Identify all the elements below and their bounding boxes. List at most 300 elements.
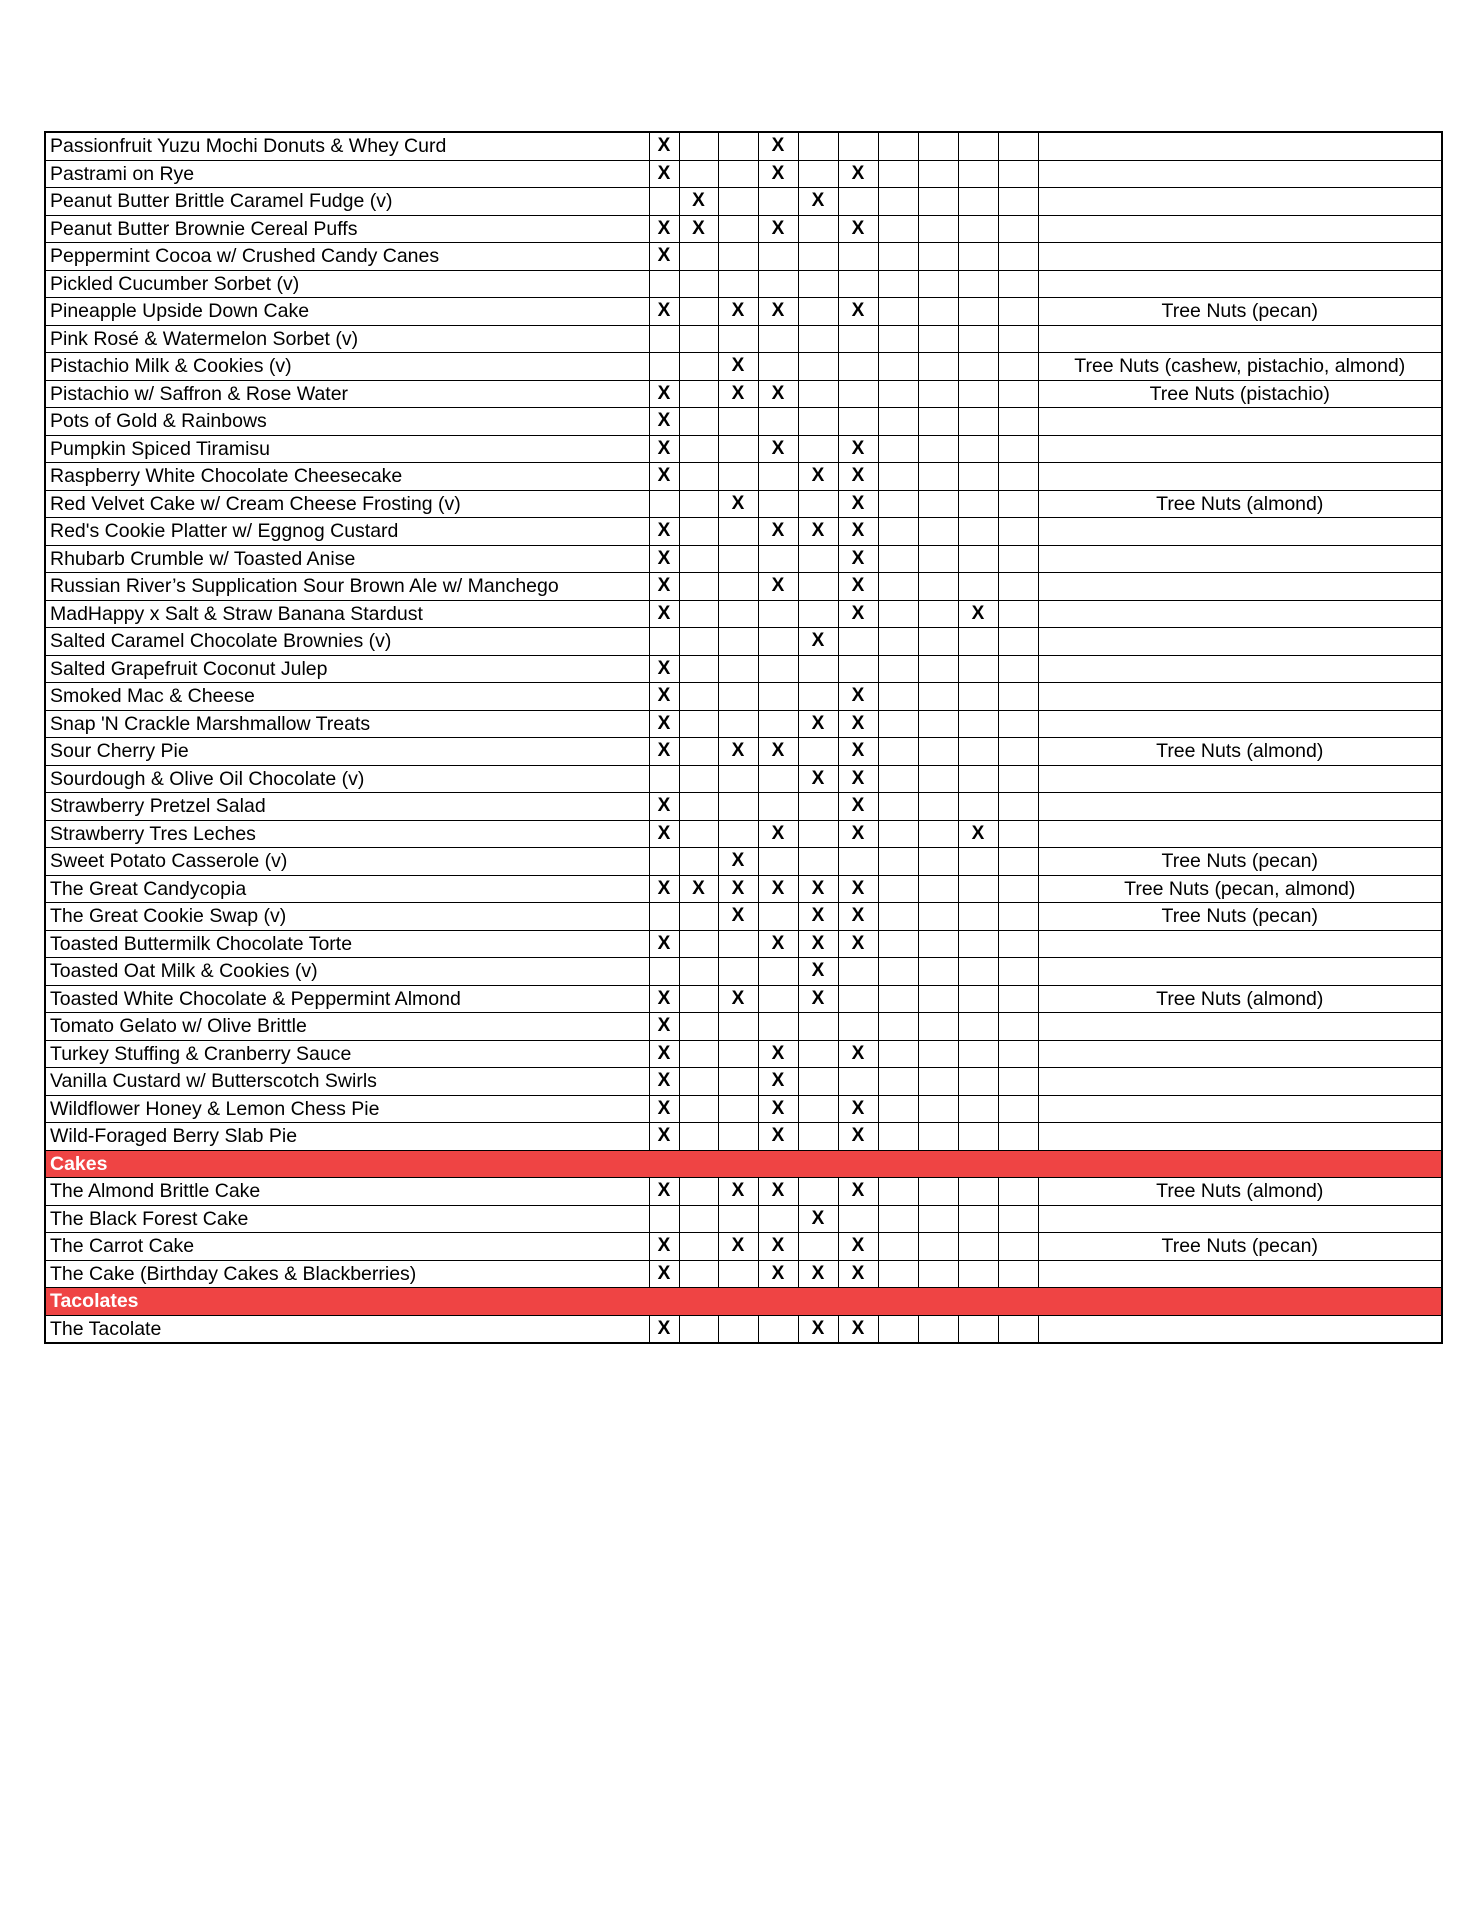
- allergen-mark-cell: [998, 958, 1038, 986]
- allergen-mark-cell: [718, 325, 758, 353]
- allergen-mark-cell: [878, 243, 918, 271]
- allergen-mark-cell: [838, 628, 878, 656]
- allergen-mark-cell: [798, 820, 838, 848]
- item-name: Pistachio Milk & Cookies (v): [45, 353, 649, 381]
- allergen-mark-cell: X: [838, 573, 878, 601]
- allergen-mark-cell: [878, 683, 918, 711]
- allergen-mark-cell: [918, 463, 958, 491]
- allergen-mark-cell: [758, 1315, 798, 1343]
- allergen-mark-cell: [878, 270, 918, 298]
- allergen-mark-cell: [998, 490, 1038, 518]
- allergen-mark-cell: X: [718, 985, 758, 1013]
- allergen-note: [1038, 435, 1442, 463]
- table-row: [45, 408, 1442, 436]
- allergen-mark-cell: [998, 903, 1038, 931]
- allergen-mark-cell: X: [649, 1040, 679, 1068]
- allergen-note: [1038, 243, 1442, 271]
- allergen-mark-cell: [878, 820, 918, 848]
- allergen-mark-cell: [958, 738, 998, 766]
- allergen-mark-cell: X: [758, 1068, 798, 1096]
- allergen-mark-cell: [798, 160, 838, 188]
- allergen-mark-cell: [958, 985, 998, 1013]
- item-name: Strawberry Pretzel Salad: [45, 793, 649, 821]
- section-title: Tacolates: [45, 1288, 1442, 1316]
- allergen-mark-cell: [718, 600, 758, 628]
- allergen-mark-cell: [958, 408, 998, 436]
- table-row: [45, 765, 1442, 793]
- allergen-mark-cell: [758, 765, 798, 793]
- item-name: Passionfruit Yuzu Mochi Donuts & Whey Curd: [45, 132, 649, 160]
- table-row: [45, 1013, 1442, 1041]
- allergen-mark-cell: [878, 435, 918, 463]
- allergen-mark-cell: [998, 325, 1038, 353]
- allergen-mark-cell: [718, 243, 758, 271]
- allergen-mark-cell: [679, 1123, 718, 1151]
- allergen-mark-cell: [958, 930, 998, 958]
- allergen-mark-cell: [918, 435, 958, 463]
- allergen-mark-cell: [958, 545, 998, 573]
- allergen-mark-cell: X: [838, 930, 878, 958]
- allergen-mark-cell: X: [838, 1233, 878, 1261]
- allergen-mark-cell: [958, 1260, 998, 1288]
- allergen-mark-cell: X: [798, 930, 838, 958]
- allergen-mark-cell: [918, 1178, 958, 1206]
- item-name: Rhubarb Crumble w/ Toasted Anise: [45, 545, 649, 573]
- allergen-note: [1038, 215, 1442, 243]
- allergen-mark-cell: [878, 298, 918, 326]
- allergen-mark-cell: [958, 270, 998, 298]
- allergen-mark-cell: X: [758, 820, 798, 848]
- allergen-note: Tree Nuts (almond): [1038, 1178, 1442, 1206]
- allergen-mark-cell: [798, 600, 838, 628]
- allergen-mark-cell: X: [798, 958, 838, 986]
- table-row: [45, 243, 1442, 271]
- allergen-mark-cell: X: [718, 490, 758, 518]
- table-row: [45, 325, 1442, 353]
- allergen-mark-cell: X: [649, 1123, 679, 1151]
- table-row: [45, 683, 1442, 711]
- allergen-mark-cell: [718, 1068, 758, 1096]
- allergen-mark-cell: [998, 408, 1038, 436]
- allergen-mark-cell: [998, 765, 1038, 793]
- allergen-mark-cell: [878, 573, 918, 601]
- allergen-mark-cell: [998, 655, 1038, 683]
- allergen-mark-cell: [718, 408, 758, 436]
- allergen-mark-cell: [798, 215, 838, 243]
- allergen-mark-cell: X: [718, 353, 758, 381]
- table-row: [45, 435, 1442, 463]
- item-name: Raspberry White Chocolate Cheesecake: [45, 463, 649, 491]
- allergen-mark-cell: X: [649, 160, 679, 188]
- allergen-mark-cell: [838, 848, 878, 876]
- item-name: Tomato Gelato w/ Olive Brittle: [45, 1013, 649, 1041]
- allergen-mark-cell: [838, 380, 878, 408]
- allergen-mark-cell: [878, 1178, 918, 1206]
- allergen-mark-cell: [798, 1233, 838, 1261]
- allergen-note: Tree Nuts (pistachio): [1038, 380, 1442, 408]
- allergen-mark-cell: [958, 188, 998, 216]
- allergen-mark-cell: [679, 490, 718, 518]
- allergen-mark-cell: X: [838, 820, 878, 848]
- allergen-mark-cell: [878, 325, 918, 353]
- allergen-mark-cell: [878, 903, 918, 931]
- allergen-mark-cell: [918, 958, 958, 986]
- allergen-mark-cell: [679, 573, 718, 601]
- allergen-note: [1038, 600, 1442, 628]
- allergen-note: [1038, 188, 1442, 216]
- allergen-note: [1038, 793, 1442, 821]
- allergen-note: [1038, 820, 1442, 848]
- table-row: [45, 628, 1442, 656]
- allergen-mark-cell: [718, 683, 758, 711]
- allergen-mark-cell: [998, 1205, 1038, 1233]
- allergen-mark-cell: [679, 930, 718, 958]
- allergen-mark-cell: [878, 1013, 918, 1041]
- allergen-mark-cell: [918, 820, 958, 848]
- allergen-mark-cell: [679, 985, 718, 1013]
- allergen-mark-cell: [649, 848, 679, 876]
- allergen-mark-cell: [918, 1260, 958, 1288]
- allergen-mark-cell: [878, 710, 918, 738]
- allergen-mark-cell: [998, 243, 1038, 271]
- allergen-mark-cell: X: [958, 820, 998, 848]
- item-name: Wild-Foraged Berry Slab Pie: [45, 1123, 649, 1151]
- allergen-mark-cell: [918, 325, 958, 353]
- item-name: The Tacolate: [45, 1315, 649, 1343]
- allergen-mark-cell: [878, 765, 918, 793]
- allergen-mark-cell: X: [798, 1315, 838, 1343]
- item-name: The Black Forest Cake: [45, 1205, 649, 1233]
- allergen-mark-cell: [649, 1205, 679, 1233]
- allergen-mark-cell: [878, 600, 918, 628]
- allergen-mark-cell: [998, 710, 1038, 738]
- allergen-note: Tree Nuts (almond): [1038, 490, 1442, 518]
- allergen-mark-cell: X: [838, 600, 878, 628]
- allergen-mark-cell: X: [838, 490, 878, 518]
- table-row: [45, 215, 1442, 243]
- allergen-mark-cell: [679, 380, 718, 408]
- table-row: [45, 820, 1442, 848]
- item-name: Toasted Oat Milk & Cookies (v): [45, 958, 649, 986]
- allergen-mark-cell: X: [679, 875, 718, 903]
- allergen-note: Tree Nuts (pecan): [1038, 848, 1442, 876]
- allergen-mark-cell: [758, 353, 798, 381]
- allergen-mark-cell: X: [649, 1013, 679, 1041]
- item-name: Pastrami on Rye: [45, 160, 649, 188]
- allergen-mark-cell: [798, 1123, 838, 1151]
- allergen-mark-cell: [679, 1095, 718, 1123]
- allergen-mark-cell: [958, 628, 998, 656]
- allergen-mark-cell: [878, 380, 918, 408]
- allergen-mark-cell: X: [838, 1040, 878, 1068]
- allergen-mark-cell: [758, 188, 798, 216]
- allergen-mark-cell: [918, 215, 958, 243]
- allergen-mark-cell: [758, 408, 798, 436]
- allergen-mark-cell: [878, 490, 918, 518]
- allergen-mark-cell: X: [838, 1178, 878, 1206]
- allergen-mark-cell: [718, 930, 758, 958]
- allergen-mark-cell: X: [649, 545, 679, 573]
- allergen-note: [1038, 1123, 1442, 1151]
- allergen-mark-cell: [878, 985, 918, 1013]
- allergen-mark-cell: [758, 710, 798, 738]
- allergen-mark-cell: [758, 600, 798, 628]
- item-name: Pink Rosé & Watermelon Sorbet (v): [45, 325, 649, 353]
- allergen-mark-cell: [649, 188, 679, 216]
- allergen-mark-cell: [918, 353, 958, 381]
- allergen-mark-cell: [958, 1315, 998, 1343]
- allergen-mark-cell: [798, 1040, 838, 1068]
- allergen-mark-cell: [758, 848, 798, 876]
- allergen-mark-cell: [758, 985, 798, 1013]
- allergen-mark-cell: [998, 215, 1038, 243]
- allergen-mark-cell: [878, 545, 918, 573]
- allergen-mark-cell: [718, 545, 758, 573]
- allergen-mark-cell: [838, 655, 878, 683]
- allergen-mark-cell: [878, 738, 918, 766]
- allergen-mark-cell: [998, 1123, 1038, 1151]
- allergen-mark-cell: [998, 518, 1038, 546]
- allergen-mark-cell: [878, 1260, 918, 1288]
- allergen-mark-cell: [918, 655, 958, 683]
- allergen-note: [1038, 463, 1442, 491]
- table-row: [45, 1123, 1442, 1151]
- allergen-mark-cell: [958, 132, 998, 160]
- allergen-note: Tree Nuts (cashew, pistachio, almond): [1038, 353, 1442, 381]
- allergen-note: [1038, 1205, 1442, 1233]
- allergen-mark-cell: [798, 738, 838, 766]
- allergen-mark-cell: X: [838, 518, 878, 546]
- allergen-mark-cell: [679, 793, 718, 821]
- allergen-mark-cell: [718, 573, 758, 601]
- allergen-mark-cell: [998, 848, 1038, 876]
- table-row: [45, 188, 1442, 216]
- allergen-mark-cell: [758, 270, 798, 298]
- allergen-note: [1038, 408, 1442, 436]
- allergen-note: [1038, 655, 1442, 683]
- allergen-note: Tree Nuts (pecan): [1038, 903, 1442, 931]
- allergen-note: [1038, 1095, 1442, 1123]
- allergen-mark-cell: [798, 1013, 838, 1041]
- table-row: [45, 1095, 1442, 1123]
- allergen-mark-cell: X: [758, 1260, 798, 1288]
- allergen-mark-cell: [998, 930, 1038, 958]
- item-name: Sour Cherry Pie: [45, 738, 649, 766]
- allergen-mark-cell: [679, 628, 718, 656]
- allergen-mark-cell: [718, 1095, 758, 1123]
- allergen-mark-cell: [958, 1205, 998, 1233]
- allergen-mark-cell: [918, 1095, 958, 1123]
- allergen-mark-cell: [679, 958, 718, 986]
- allergen-mark-cell: [918, 298, 958, 326]
- allergen-mark-cell: [718, 160, 758, 188]
- allergen-mark-cell: X: [649, 518, 679, 546]
- allergen-mark-cell: [958, 958, 998, 986]
- allergen-mark-cell: [958, 848, 998, 876]
- table-body: [45, 132, 1442, 1343]
- allergen-mark-cell: [998, 545, 1038, 573]
- allergen-mark-cell: X: [679, 215, 718, 243]
- allergen-mark-cell: [918, 738, 958, 766]
- allergen-mark-cell: [679, 408, 718, 436]
- allergen-mark-cell: [998, 1233, 1038, 1261]
- allergen-mark-cell: [798, 848, 838, 876]
- allergen-note: [1038, 930, 1442, 958]
- allergen-mark-cell: [798, 1178, 838, 1206]
- allergen-mark-cell: [998, 353, 1038, 381]
- allergen-mark-cell: [918, 765, 958, 793]
- allergen-mark-cell: X: [838, 160, 878, 188]
- allergen-mark-cell: [998, 1260, 1038, 1288]
- allergen-note: [1038, 683, 1442, 711]
- item-name: Vanilla Custard w/ Butterscotch Swirls: [45, 1068, 649, 1096]
- allergen-mark-cell: [718, 628, 758, 656]
- allergen-mark-cell: X: [758, 1233, 798, 1261]
- allergen-mark-cell: [679, 325, 718, 353]
- allergen-mark-cell: X: [718, 738, 758, 766]
- allergen-mark-cell: [679, 655, 718, 683]
- allergen-mark-cell: X: [649, 243, 679, 271]
- allergen-mark-cell: [838, 353, 878, 381]
- allergen-mark-cell: [998, 1178, 1038, 1206]
- allergen-mark-cell: X: [798, 1260, 838, 1288]
- table-row: [45, 1260, 1442, 1288]
- allergen-mark-cell: [718, 435, 758, 463]
- table-row: [45, 875, 1442, 903]
- allergen-mark-cell: X: [758, 435, 798, 463]
- allergen-mark-cell: [878, 1123, 918, 1151]
- allergen-mark-cell: [918, 408, 958, 436]
- allergen-mark-cell: X: [758, 1040, 798, 1068]
- allergen-mark-cell: [679, 1013, 718, 1041]
- allergen-mark-cell: [718, 270, 758, 298]
- item-name: Pumpkin Spiced Tiramisu: [45, 435, 649, 463]
- allergen-mark-cell: X: [838, 215, 878, 243]
- item-name: Pickled Cucumber Sorbet (v): [45, 270, 649, 298]
- allergen-mark-cell: [718, 132, 758, 160]
- allergen-mark-cell: [878, 1095, 918, 1123]
- item-name: The Carrot Cake: [45, 1233, 649, 1261]
- allergen-mark-cell: [918, 793, 958, 821]
- allergen-mark-cell: [958, 325, 998, 353]
- allergen-mark-cell: [718, 215, 758, 243]
- allergen-mark-cell: X: [649, 132, 679, 160]
- allergen-mark-cell: [998, 600, 1038, 628]
- allergen-mark-cell: [958, 463, 998, 491]
- allergen-mark-cell: [679, 1068, 718, 1096]
- allergen-mark-cell: [918, 710, 958, 738]
- allergen-mark-cell: [998, 820, 1038, 848]
- allergen-mark-cell: X: [649, 738, 679, 766]
- allergen-mark-cell: X: [798, 985, 838, 1013]
- allergen-mark-cell: X: [649, 463, 679, 491]
- allergen-mark-cell: [998, 793, 1038, 821]
- item-name: Russian River’s Supplication Sour Brown Ale w/ Manchego: [45, 573, 649, 601]
- allergen-mark-cell: [758, 243, 798, 271]
- allergen-mark-cell: X: [649, 710, 679, 738]
- allergen-mark-cell: [998, 380, 1038, 408]
- allergen-mark-cell: X: [649, 600, 679, 628]
- allergen-mark-cell: X: [718, 848, 758, 876]
- allergen-mark-cell: X: [649, 435, 679, 463]
- allergen-mark-cell: [958, 875, 998, 903]
- item-name: Turkey Stuffing & Cranberry Sauce: [45, 1040, 649, 1068]
- allergen-mark-cell: X: [649, 1095, 679, 1123]
- allergen-mark-cell: [718, 1123, 758, 1151]
- allergen-mark-cell: [998, 1040, 1038, 1068]
- allergen-mark-cell: [798, 435, 838, 463]
- allergen-mark-cell: [958, 793, 998, 821]
- item-name: Wildflower Honey & Lemon Chess Pie: [45, 1095, 649, 1123]
- allergen-mark-cell: X: [758, 132, 798, 160]
- allergen-mark-cell: [649, 490, 679, 518]
- allergen-mark-cell: [918, 1233, 958, 1261]
- allergen-mark-cell: [798, 132, 838, 160]
- allergen-mark-cell: X: [649, 793, 679, 821]
- item-name: Toasted Buttermilk Chocolate Torte: [45, 930, 649, 958]
- allergen-mark-cell: X: [758, 875, 798, 903]
- allergen-mark-cell: [679, 903, 718, 931]
- allergen-mark-cell: [958, 435, 998, 463]
- allergen-mark-cell: [679, 132, 718, 160]
- allergen-mark-cell: [679, 298, 718, 326]
- allergen-mark-cell: [758, 655, 798, 683]
- allergen-mark-cell: [679, 710, 718, 738]
- allergen-mark-cell: [998, 298, 1038, 326]
- allergen-mark-cell: [718, 765, 758, 793]
- section-header-row: [45, 1288, 1442, 1316]
- allergen-mark-cell: [918, 545, 958, 573]
- allergen-note: [1038, 160, 1442, 188]
- allergen-mark-cell: [998, 628, 1038, 656]
- allergen-mark-cell: [798, 298, 838, 326]
- table-row: [45, 1233, 1442, 1261]
- allergen-mark-cell: X: [649, 1178, 679, 1206]
- allergen-mark-cell: X: [838, 765, 878, 793]
- allergen-mark-cell: X: [649, 1315, 679, 1343]
- allergen-mark-cell: [998, 132, 1038, 160]
- allergen-mark-cell: X: [838, 545, 878, 573]
- allergen-mark-cell: X: [758, 573, 798, 601]
- allergen-mark-cell: X: [758, 160, 798, 188]
- allergen-mark-cell: [798, 793, 838, 821]
- allergen-mark-cell: [958, 243, 998, 271]
- item-name: MadHappy x Salt & Straw Banana Stardust: [45, 600, 649, 628]
- allergen-mark-cell: X: [649, 215, 679, 243]
- allergen-mark-cell: [878, 1315, 918, 1343]
- allergen-mark-cell: [758, 1013, 798, 1041]
- allergen-mark-cell: [918, 875, 958, 903]
- allergen-mark-cell: [998, 1013, 1038, 1041]
- allergen-note: Tree Nuts (almond): [1038, 738, 1442, 766]
- allergen-mark-cell: [798, 1068, 838, 1096]
- allergen-mark-cell: [918, 518, 958, 546]
- allergen-mark-cell: X: [758, 930, 798, 958]
- allergen-mark-cell: [679, 1233, 718, 1261]
- allergen-mark-cell: [679, 463, 718, 491]
- allergen-mark-cell: [958, 215, 998, 243]
- allergen-mark-cell: X: [838, 903, 878, 931]
- allergen-mark-cell: [798, 490, 838, 518]
- allergen-mark-cell: [878, 215, 918, 243]
- allergen-mark-cell: [878, 1233, 918, 1261]
- table-row: [45, 655, 1442, 683]
- allergen-mark-cell: [838, 958, 878, 986]
- allergen-note: Tree Nuts (pecan, almond): [1038, 875, 1442, 903]
- allergen-mark-cell: X: [758, 1095, 798, 1123]
- allergen-mark-cell: [998, 188, 1038, 216]
- table-row: [45, 848, 1442, 876]
